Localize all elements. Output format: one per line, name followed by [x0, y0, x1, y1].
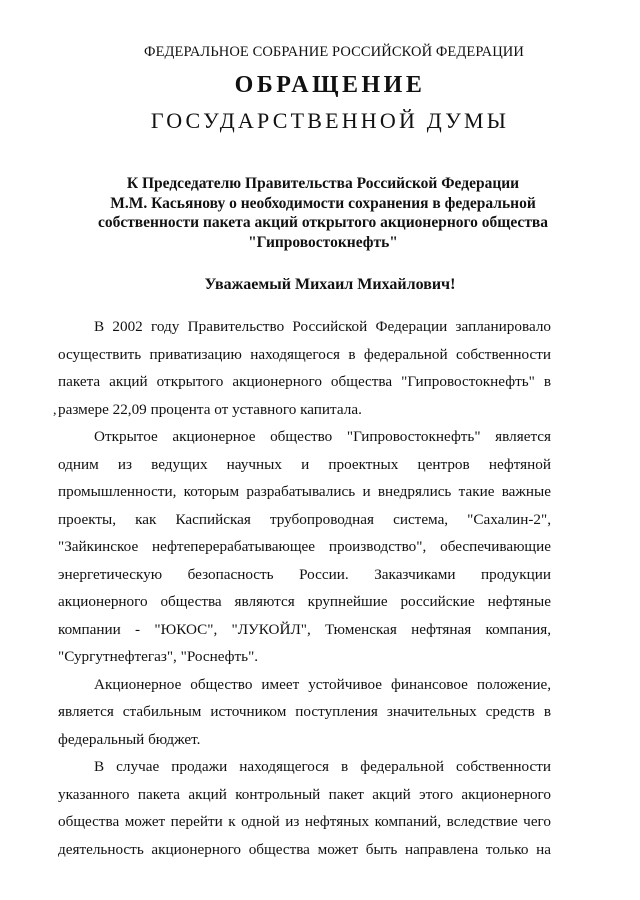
text-line: является стабильным источником поступления значительных средств в — [58, 703, 551, 720]
text-line: "Зайкинское нефтеперерабатывающее производство", обеспечивающие — [58, 538, 551, 555]
addressee-line: М.М. Касьянову о необходимости сохранения в федеральной — [110, 194, 536, 212]
text-line: указанного пакета акций контрольный пакет акций этого акционерного — [58, 785, 551, 803]
paragraph — [58, 753, 551, 863]
text-line: "Сургутнефтегаз", "Роснефть". — [58, 648, 259, 665]
paragraph — [58, 423, 551, 671]
salutation: Уважаемый Михаил Михайлович! — [204, 276, 456, 293]
text-line: федеральный бюджет. — [58, 730, 201, 748]
text-line: деятельность акционерного общества может быть направлена только на — [58, 840, 551, 858]
addressee-line: К Председателю Правительства Российской Федерации — [126, 175, 520, 192]
document-subtitle: ГОСУДАРСТВЕННОЙ ДУМЫ — [150, 108, 510, 133]
addressee-line: "Гипровостокнефть" — [248, 233, 398, 251]
body-text — [58, 313, 551, 863]
text-line: промышленности, которым разрабатывались и внедрялись такие важные — [58, 483, 551, 500]
addressee-line: собственности пакета акций открытого акционерного общества — [97, 214, 549, 231]
text-line: акционерного общества являются крупнейшие российские нефтяные — [58, 593, 551, 610]
text-line: общества может перейти к одной из нефтяных компаний, вследствие чего — [58, 813, 551, 830]
text-line: Открытое акционерное общество "Гипровостокнефть" является — [94, 428, 551, 445]
text-line: пакета акций открытого акционерного общества "Гипровостокнефть" в — [58, 373, 551, 390]
organization-header: ФЕДЕРАЛЬНОЕ СОБРАНИЕ РОССИЙСКОЙ ФЕДЕРАЦИИ — [144, 44, 524, 60]
text-line: осуществить приватизацию находящегося в федеральной собственности — [58, 345, 551, 363]
text-line: Акционерное общество имеет устойчивое финансовое положение, — [94, 675, 551, 693]
text-line: энергетическую безопасность России. Заказчиками продукции — [58, 565, 551, 583]
text-line: размере 22,09 процента от уставного капитала. — [58, 400, 362, 418]
margin-mark: , — [53, 403, 57, 418]
text-line: компании - "ЮКОС", "ЛУКОЙЛ", Тюменская нефтяная компания, — [58, 620, 551, 638]
addressee-block — [88, 174, 558, 252]
text-line: В 2002 году Правительство Российской Федерации запланировало — [94, 318, 551, 335]
text-line: одним из ведущих научных и проектных центров нефтяной — [58, 455, 551, 473]
text-line: В случае продажи находящегося в федеральной собственности — [94, 758, 551, 775]
text-line: проекты, как Каспийская трубопроводная система, "Сахалин-2", — [58, 510, 551, 528]
paragraph — [58, 671, 551, 754]
paragraph — [58, 313, 551, 423]
document-title: ОБРАЩЕНИЕ — [234, 72, 426, 98]
